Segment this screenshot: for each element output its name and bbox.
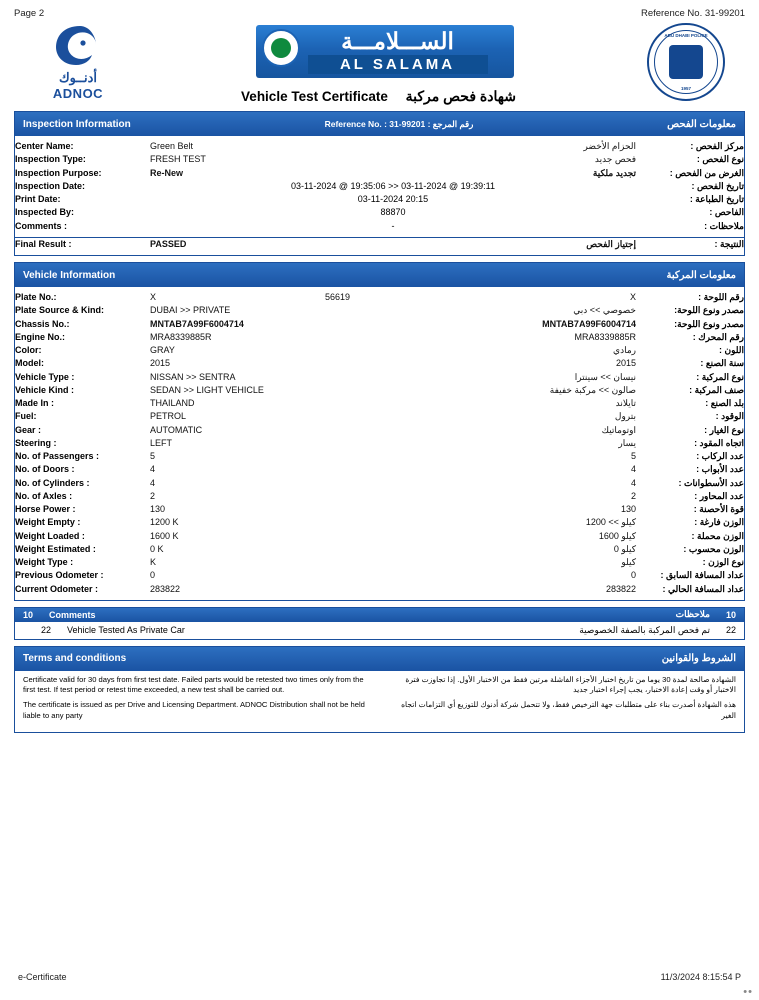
row-label-en: Inspected By:	[15, 207, 75, 218]
table-row	[15, 516, 744, 529]
comments-header-num-left: 10	[23, 609, 34, 620]
row-label-ar: قوة الأحصنة :	[693, 504, 744, 514]
terms-body	[15, 671, 744, 732]
row-label-en: Weight Empty :	[15, 517, 81, 528]
terms-en-paragraph-2: The certificate is issued as per Drive and Licensing Department. ADNOC Distribution shall not be held liable to any party	[23, 700, 365, 720]
row-value-en: MNTAB7A99F6004714	[150, 318, 244, 329]
row-label-ar: عدد الأبواب :	[696, 464, 744, 475]
row-value-ar: رمادي	[613, 345, 636, 355]
row-value-mid	[325, 477, 435, 490]
row-value-center: 03-11-2024 @ 19:35:06 >> 03-11-2024 @ 19:39:11	[291, 180, 495, 191]
row-value-mid	[325, 543, 435, 556]
row-label-en: Vehicle Kind :	[15, 384, 75, 395]
row-label-en: Inspection Date:	[15, 180, 86, 191]
row-value-ar: تايلاند	[615, 398, 636, 408]
row-value-ar: 130	[620, 504, 636, 514]
table-row	[15, 397, 744, 410]
row-value-en: 0 K	[150, 543, 164, 554]
adnoc-english-text: ADNOC	[52, 86, 104, 101]
table-row	[15, 167, 744, 180]
row-label-en: Gear :	[15, 424, 42, 435]
table-row	[15, 530, 744, 543]
terms-ar-paragraph-2: هذه الشهادة أصدرت بناء على متطلبات جهة الترخيص فقط، ولا تتحمل شركة أدنوك للتوزيع أي التزامات اتجاه الغير	[401, 700, 736, 720]
row-label-en: Steering :	[15, 437, 57, 448]
row-label-ar: تاريخ الفحص :	[691, 180, 744, 191]
row-label-en: Plate Source & Kind:	[15, 305, 105, 316]
row-label-ar: ملاحظات :	[704, 220, 744, 231]
row-value-ar: الحزام الأخضر	[583, 141, 636, 151]
row-label-ar: نوع المركبة :	[696, 371, 744, 382]
row-value-en: LEFT	[150, 437, 173, 448]
vehicle-section-header	[15, 263, 744, 287]
row-value-ar: 2	[630, 490, 636, 501]
row-value-ar: X	[629, 292, 636, 302]
comments-header-ar: ملاحظات	[675, 609, 710, 620]
al-salama-logo	[138, 19, 631, 105]
comments-row	[15, 622, 744, 639]
comment-num-right: 22	[725, 625, 736, 636]
table-row	[15, 543, 744, 556]
row-value-mid	[325, 318, 435, 331]
reference-label: Reference No. 31-99201	[640, 8, 745, 19]
table-row	[15, 569, 744, 582]
comment-num-left: 22	[41, 625, 52, 636]
row-value-en: GRAY	[150, 345, 175, 355]
adnoc-logo	[18, 19, 138, 101]
row-label-ar: عداد المسافة السابق :	[660, 570, 744, 581]
al-salama-badge-icon	[262, 29, 300, 67]
row-label-ar: الوقود :	[715, 411, 744, 422]
terms-en-paragraph-1: Certificate valid for 30 days from first test date. Failed parts would be retested two times only from the first test. If test period or retest time exceeded, a new test shall be carried out.	[23, 674, 364, 694]
row-value-mid	[325, 463, 435, 476]
row-value-ar: 5	[630, 451, 636, 461]
page-label: Page 2	[14, 8, 45, 19]
final-result-value-en: PASSED	[150, 238, 187, 249]
row-value-center: 88870	[380, 207, 406, 218]
row-value-ar: كيلو >> 1200	[585, 517, 636, 528]
row-label-en: Chassis No.:	[15, 318, 70, 329]
row-label-ar: عداد المسافة الحالي :	[662, 583, 744, 594]
terms-arabic	[385, 675, 737, 726]
comments-section-header	[15, 608, 744, 622]
comment-text-en: Vehicle Tested As Private Car	[67, 625, 185, 636]
document-footer	[0, 972, 759, 982]
row-value-en: 5	[150, 451, 156, 461]
table-row	[15, 153, 744, 166]
table-row	[15, 193, 744, 206]
row-value-mid	[325, 583, 435, 596]
seal-top-text: ABU DHABI POLICE	[664, 33, 708, 38]
row-value-en: 130	[150, 504, 166, 514]
inspection-header-reference: Reference No. : 31-99201 : رقم المرجع	[324, 118, 474, 129]
table-row	[15, 344, 744, 357]
comment-text-ar: تم فحص المركبة بالصفة الخصوصية	[579, 624, 710, 635]
document-header	[0, 19, 759, 111]
row-label-en: Engine No.:	[15, 331, 65, 342]
row-value-ar: 2015	[615, 358, 636, 369]
row-label-ar: اتجاه المقود :	[694, 437, 744, 448]
row-label-ar: مركز الفحص :	[690, 141, 744, 151]
al-salama-band	[256, 25, 514, 78]
row-value-en: 2	[150, 490, 156, 501]
row-value-mid	[325, 556, 435, 569]
table-row	[15, 331, 744, 344]
row-value-ar: بترول	[614, 411, 636, 422]
footer-timestamp: 11/3/2024 8:15:54 P	[660, 972, 741, 982]
row-label-ar: الوزن محسوب :	[683, 543, 744, 554]
table-row	[15, 371, 744, 384]
row-label-ar: رقم اللوحة :	[698, 292, 744, 302]
table-row	[15, 180, 744, 193]
inspection-section-body	[15, 136, 744, 255]
inspection-information-section	[14, 111, 745, 256]
vehicle-information-section	[14, 262, 745, 601]
row-label-ar: رقم المحرك :	[692, 331, 744, 342]
seal-bottom-text: 1957	[680, 86, 691, 91]
row-value-mid	[325, 344, 435, 357]
row-label-ar: الوزن محملة :	[691, 530, 744, 541]
row-value-center: -	[391, 220, 395, 231]
row-label-en: Weight Type :	[15, 557, 74, 567]
row-label-ar: الغرض من الفحص :	[669, 167, 744, 178]
row-label-en: Model:	[15, 358, 44, 369]
final-result-label-en: Final Result :	[15, 238, 72, 249]
row-value-mid	[325, 437, 435, 450]
row-label-ar: عدد الركاب :	[696, 451, 744, 461]
row-label-ar: الوزن فارغة :	[694, 517, 744, 528]
terms-header-ar: الشروط والقوانين	[661, 653, 736, 665]
vehicle-table	[15, 291, 744, 596]
table-row	[15, 140, 744, 153]
row-value-mid	[325, 530, 435, 543]
row-value-en: PETROL	[150, 411, 187, 422]
row-value-en: X	[150, 292, 157, 302]
row-label-en: Plate No.:	[15, 292, 57, 302]
final-result-value-ar: إجتياز الفحص	[586, 238, 636, 249]
row-value-ar: 4	[630, 464, 636, 475]
row-label-en: Inspection Type:	[15, 154, 86, 165]
table-row	[15, 304, 744, 317]
table-row	[15, 206, 744, 219]
row-value-en: 283822	[150, 583, 181, 594]
title-english: Vehicle Test Certificate	[241, 89, 388, 105]
adnoc-arabic-text: أدنــوك	[58, 70, 98, 85]
vehicle-header-ar: معلومات المركبة	[666, 269, 736, 281]
row-label-en: Made In :	[15, 398, 55, 408]
row-value-ar: 0	[630, 570, 636, 581]
table-row	[15, 384, 744, 397]
row-value-mid	[325, 153, 435, 166]
row-label-en: No. of Cylinders :	[15, 477, 90, 488]
row-label-ar: اللون :	[719, 345, 744, 355]
row-label-ar: مصدر ونوع اللوحة:	[674, 318, 744, 329]
row-value-ar: صالون >> مركبة خفيفة	[549, 384, 636, 395]
final-result-label-ar: النتيجة :	[714, 238, 744, 249]
table-row	[15, 556, 744, 569]
final-result-table	[15, 238, 744, 251]
row-value-en: FRESH TEST	[150, 154, 206, 165]
row-value-ar: فحص جديد	[594, 154, 636, 165]
comments-header-num-right: 10	[725, 609, 736, 620]
comments-section	[14, 607, 745, 640]
row-value-ar: اوتوماتيك	[601, 424, 636, 435]
row-label-ar: سنة الصنع :	[700, 358, 744, 369]
row-value-mid	[325, 503, 435, 516]
row-value-mid	[325, 397, 435, 410]
row-label-ar: الفاحص :	[709, 207, 744, 218]
row-value-en: 0	[150, 570, 156, 581]
row-value-ar: MRA8339885R	[574, 331, 636, 342]
row-value-en: 4	[150, 464, 156, 475]
row-value-mid	[325, 167, 435, 180]
table-row	[15, 291, 744, 304]
row-value-ar: كيلو 1600	[598, 530, 636, 541]
row-value-ar: 4	[630, 477, 636, 488]
police-seal-icon	[647, 23, 725, 101]
row-value-mid	[325, 331, 435, 344]
row-value-ar: يسار	[618, 437, 636, 448]
inspection-table	[15, 140, 744, 233]
row-value-mid	[325, 450, 435, 463]
table-row	[15, 357, 744, 370]
row-value-ar: MNTAB7A99F6004714	[542, 318, 636, 329]
table-row	[15, 450, 744, 463]
table-row	[15, 424, 744, 437]
vehicle-header-en: Vehicle Information	[23, 269, 116, 281]
row-value-ar: تجديد ملكية	[592, 167, 636, 178]
row-value-mid	[325, 516, 435, 529]
row-label-ar: نوع الغيار :	[704, 424, 744, 435]
adnoc-mark-icon	[50, 23, 106, 69]
row-value-mid	[325, 490, 435, 503]
table-row	[15, 463, 744, 476]
row-label-en: Current Odometer :	[15, 583, 99, 594]
table-row	[15, 220, 744, 233]
corner-dots-icon: ••	[743, 986, 753, 998]
row-label-ar: نوع الوزن :	[702, 557, 744, 567]
row-label-en: Weight Loaded :	[15, 530, 85, 541]
table-row	[15, 490, 744, 503]
terms-section	[14, 646, 745, 733]
row-label-en: No. of Passengers :	[15, 451, 100, 461]
row-label-ar: نوع الفحص :	[696, 154, 744, 165]
al-salama-arabic: الســـلامـــة	[341, 28, 454, 54]
certificate-title	[138, 88, 631, 105]
row-label-en: Fuel:	[15, 411, 37, 422]
row-label-ar: بلد الصنع :	[705, 398, 744, 408]
row-value-ar: 283822	[605, 583, 636, 594]
row-value-en: DUBAI >> PRIVATE	[150, 305, 231, 316]
inspection-section-header	[15, 112, 744, 136]
row-value-center: 03-11-2024 20:15	[357, 194, 429, 204]
al-salama-english: AL SALAMA	[308, 55, 488, 74]
row-value-en: 4	[150, 477, 156, 488]
row-label-en: Vehicle Type :	[15, 371, 75, 382]
table-row	[15, 477, 744, 490]
row-value-ar: كيلو	[621, 557, 636, 567]
row-label-en: No. of Doors :	[15, 464, 75, 475]
inspection-header-en: Inspection Information	[23, 118, 131, 130]
top-meta-bar	[0, 0, 759, 19]
row-value-en: THAILAND	[150, 398, 195, 408]
comments-header-en: Comments	[49, 609, 96, 620]
row-value-en: NISSAN >> SENTRA	[150, 371, 236, 382]
row-value-mid	[325, 140, 435, 153]
row-value-en: Re-New	[150, 167, 184, 178]
table-row	[15, 318, 744, 331]
row-label-en: Weight Estimated :	[15, 543, 96, 554]
police-seal-logo	[631, 19, 741, 101]
row-value-en: SEDAN >> LIGHT VEHICLE	[150, 384, 264, 395]
row-label-ar: تاريخ الطباعة :	[689, 194, 744, 204]
terms-ar-paragraph-1: الشهادة صالحة لمدة 30 يوما من تاريخ اختبار الأجزاء الفاشلة مرتين فقط من الاختبار الأول. إذا تجاوزت فترة الاختبار أو وقت إعادة الاختبار، يجب إجراء اختبار جديد	[405, 674, 736, 694]
row-value-mid	[325, 371, 435, 384]
row-value-en: AUTOMATIC	[150, 424, 203, 435]
row-value-ar: كيلو 0	[613, 543, 636, 554]
row-label-en: No. of Axles :	[15, 490, 73, 501]
table-row	[15, 583, 744, 596]
row-label-en: Horse Power :	[15, 504, 76, 514]
row-value-mid	[325, 357, 435, 370]
vehicle-section-body	[15, 287, 744, 600]
row-value-ar: خصوصي >> دبي	[573, 305, 636, 316]
row-value-ar: نيسان >> سينترا	[574, 371, 636, 382]
row-value-mid	[325, 569, 435, 582]
row-label-en: Color:	[15, 345, 42, 355]
row-label-en: Print Date:	[15, 194, 61, 204]
table-row	[15, 437, 744, 450]
footer-left-text: e-Certificate	[18, 972, 67, 982]
row-value-mid	[325, 304, 435, 317]
row-value-mid	[325, 410, 435, 423]
row-value-mid	[325, 384, 435, 397]
row-value-en: K	[150, 557, 157, 567]
row-label-ar: عدد الأسطوانات :	[678, 477, 744, 488]
inspection-header-ar: معلومات الفحص	[667, 118, 736, 130]
row-value-en: Green Belt	[150, 141, 194, 151]
title-arabic: شهادة فحص مركبة	[405, 88, 516, 105]
row-value-en: 1600 K	[150, 530, 179, 541]
row-value-mid	[325, 424, 435, 437]
row-value-mid: 56619	[325, 292, 351, 302]
row-value-en: 2015	[150, 358, 171, 369]
row-value-en: MRA8339885R	[150, 331, 212, 342]
row-label-ar: مصدر ونوع اللوحة:	[674, 305, 744, 316]
terms-english	[23, 675, 375, 726]
row-value-en: 1200 K	[150, 517, 179, 528]
table-row	[15, 410, 744, 423]
row-label-ar: عدد المحاور :	[694, 490, 744, 501]
row-label-en: Inspection Purpose:	[15, 167, 102, 178]
row-label-ar: صنف المركبة :	[689, 384, 744, 395]
terms-header-en: Terms and conditions	[23, 653, 127, 665]
row-label-en: Comments :	[15, 220, 68, 231]
row-label-en: Previous Odometer :	[15, 570, 104, 581]
final-result-row	[15, 238, 744, 251]
table-row	[15, 503, 744, 516]
terms-section-header	[15, 647, 744, 671]
row-label-en: Center Name:	[15, 141, 74, 151]
